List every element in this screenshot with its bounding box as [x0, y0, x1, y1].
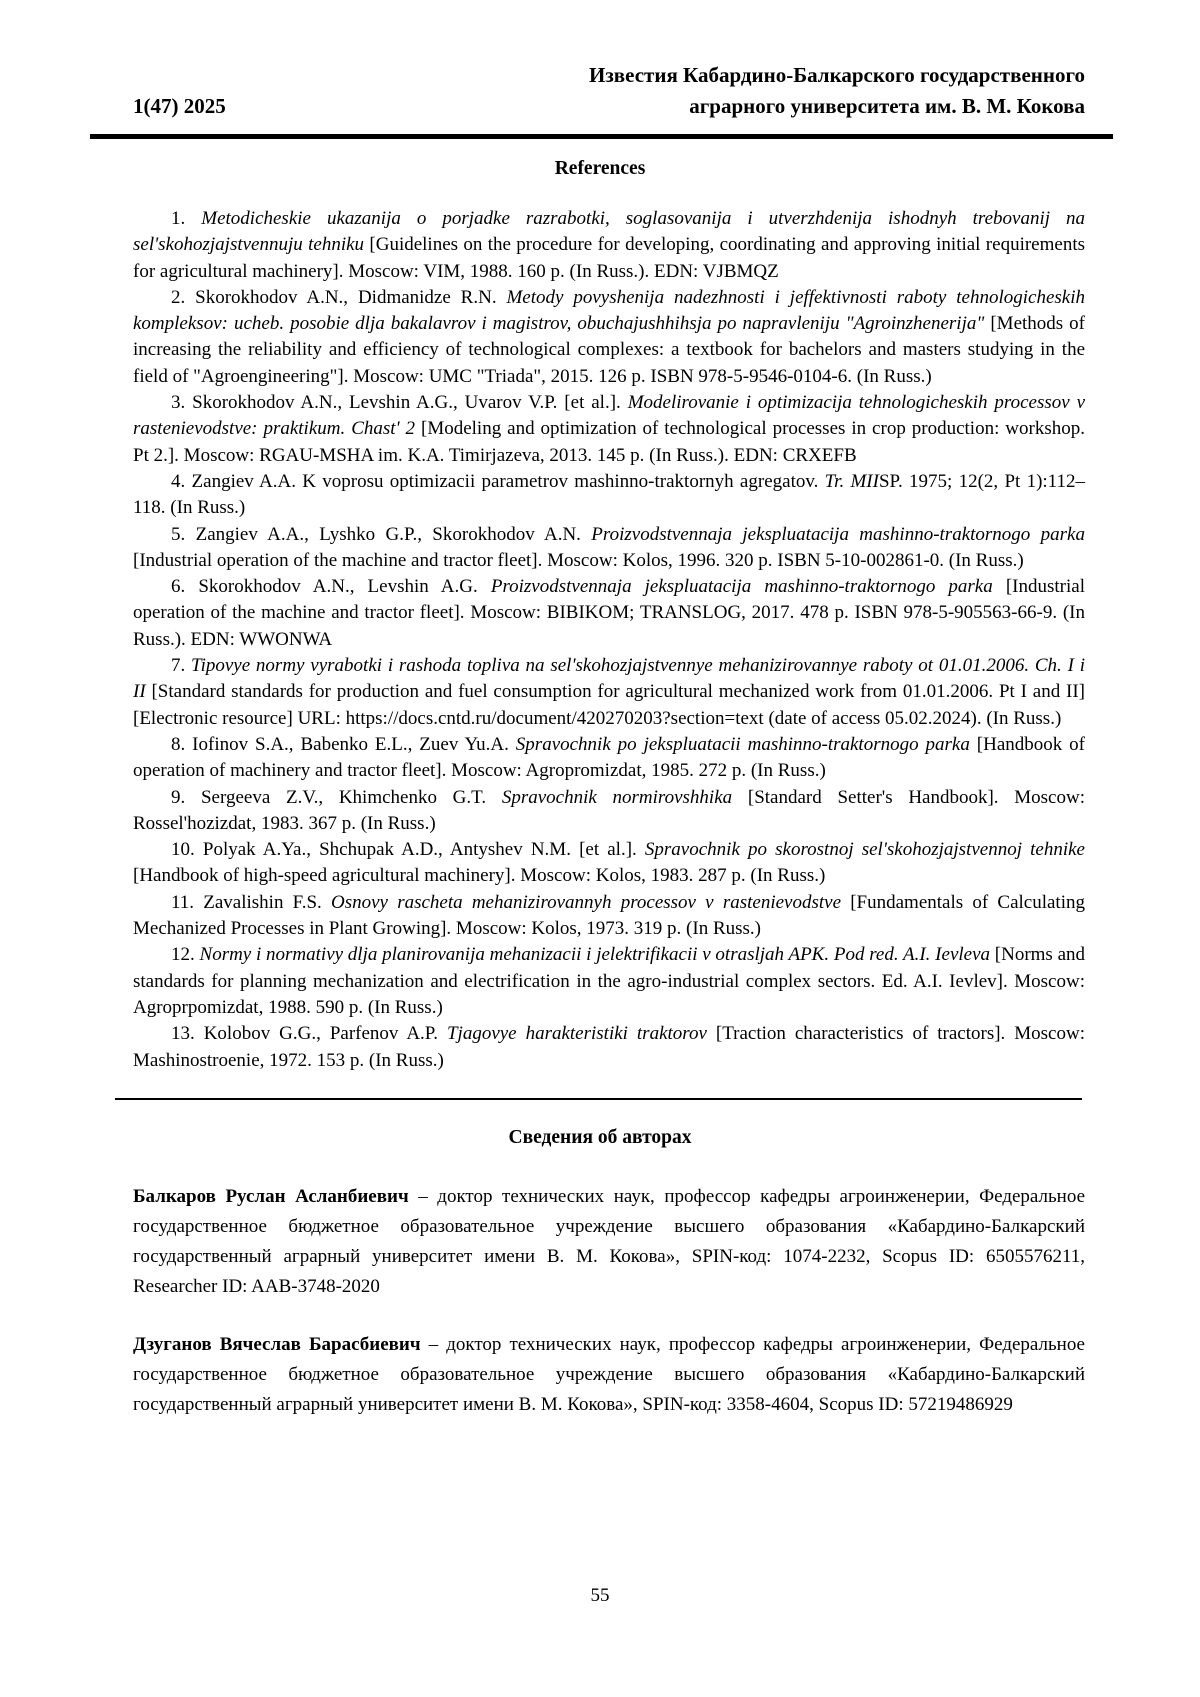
author-name: Дзуганов Вячеслав Барасбиевич	[133, 1333, 421, 1355]
reference-text: [Handbook of high-speed agricultural machinery]. Moscow: Kolos, 1983. 287 p. (In Russ.)	[133, 865, 826, 887]
reference-text: [Methods of increasing the reliability and efficiency of technological complexes: a textbook for bachelors and masters studying in the field of "Agroengineering"]. Moscow: UMC "Triada", 2015. 126 p. ISBN 978-5-9546-0104-6. (In Russ.)	[133, 313, 1086, 387]
reference-text-italic: Normy i normativy dlja planirovanija mehanizacii i jelektrifikacii v otrasljah APK. Pod red. A.I. Ievleva	[199, 944, 995, 966]
author-name: Балкаров Руслан Асланбиевич	[133, 1185, 409, 1207]
journal-title-line1: Известия Кабардино-Балкарского государственного	[589, 63, 1085, 87]
page-number: 55	[590, 1585, 610, 1606]
page-header	[133, 60, 1085, 122]
reference-item	[133, 522, 1085, 575]
reference-text-italic: Spravochnik po skorostnoj sel'skohozjajstvennoj tehnike	[644, 839, 1085, 861]
reference-text-italic: Tjagovye harakteristiki traktorov	[446, 1023, 716, 1045]
reference-text-italic: Metody povyshenija nadezhnosti i jeffektivnosti raboty tehnologicheskih kompleksov: ucheb. posobie dlja bakalavrov i magistrov, obuchajushhihsja po napravleniju "Agroinzhenerija"	[133, 286, 1085, 335]
authors-section-title: Сведения об авторах	[508, 1126, 692, 1148]
reference-item	[133, 469, 1085, 522]
journal-title-line2: аграрного университета им. В. М. Кокова	[689, 94, 1085, 118]
reference-text: 3. Skorokhodov A.N., Levshin A.G., Uvarov V.P. [et al.].	[171, 392, 628, 414]
author-entry	[133, 1330, 1085, 1420]
reference-text: 10. Polyak A.Ya., Shchupak A.D., Antyshev N.M. [et al.].	[171, 839, 645, 861]
authors-list	[133, 1182, 1085, 1420]
reference-text: SP. 1975; 12(2, Pt 1):112–118. (In Russ.)	[133, 470, 1085, 519]
reference-text: 4. Zangiev A.A. K voprosu optimizacii parametrov mashinno-traktornyh agregatov.	[171, 470, 825, 492]
reference-text-italic: Proizvodstvennaja jekspluatacija mashinno-traktornogo parka	[591, 523, 1085, 545]
reference-text: 5. Zangiev A.A., Lyshko G.P., Skorokhodov A.N.	[171, 523, 592, 545]
reference-item	[133, 574, 1085, 653]
reference-text-italic: Tr. MII	[824, 470, 879, 492]
reference-item	[133, 653, 1085, 732]
reference-item	[133, 1021, 1085, 1074]
references-list	[133, 206, 1085, 1074]
reference-text-italic: Spravochnik normirovshhika	[501, 786, 748, 808]
reference-text: 12.	[171, 944, 200, 966]
author-details: – доктор технических наук, профессор кафедры агроинженерии, Федеральное государственное бюджетное образовательное учреждение высшего образования «Кабардино-Балкарский государственный аграрный университет имени В. М. Кокова», SPIN-код: 3358-4604, Scopus ID: 57219486929	[133, 1333, 1085, 1415]
reference-text: [Norms and standards for planning mechanization and electrification in the agro-industrial complex sectors. Ed. A.I. Ievlev]. Moscow: Agroprpomizdat, 1988. 590 p. (In Russ.)	[133, 944, 1086, 1018]
reference-text: [Standard Setter's Handbook]. Moscow: Rossel'hozizdat, 1983. 367 p. (In Russ.)	[133, 786, 1085, 834]
reference-text: 9. Sergeeva Z.V., Khimchenko G.T.	[171, 786, 502, 808]
issue-number: 1(47) 2025	[133, 94, 226, 118]
reference-text-italic: Spravochnik po jekspluatacii mashinno-traktornogo parka	[515, 733, 977, 755]
reference-text: [Guidelines on the procedure for developing, coordinating and approving initial requirements for agricultural machinery]. Moscow: VIM, 1988. 160 p. (In Russ.). EDN: VJBMQZ	[133, 234, 1085, 282]
reference-text: [Modeling and optimization of technological processes in crop production: workshop. Pt 2.]. Moscow: RGAU-MSHA im. K.A. Timirjazeva, 2013. 145 p. (In Russ.). EDN: CRXEFB	[133, 418, 1085, 466]
reference-item	[133, 837, 1085, 890]
reference-item	[133, 206, 1085, 285]
reference-item	[133, 890, 1085, 943]
reference-item	[133, 390, 1085, 469]
reference-text: [Traction characteristics of tractors]. Moscow: Mashinostroenie, 1972. 153 p. (In Russ.)	[133, 1023, 1085, 1071]
reference-text: [Industrial operation of the machine and tractor fleet]. Moscow: Kolos, 1996. 320 p. ISBN 5-10-002861-0. (In Russ.)	[133, 549, 1024, 571]
references-title: References	[554, 158, 646, 179]
reference-text: 1.	[171, 208, 202, 229]
section-divider	[115, 1098, 1082, 1100]
reference-text: 11. Zavalishin F.S.	[171, 891, 331, 913]
reference-item	[133, 285, 1085, 390]
reference-item	[133, 942, 1085, 1021]
reference-item	[133, 732, 1085, 785]
reference-item	[133, 785, 1085, 838]
reference-text-italic: Tipovye normy vyrabotki i rashoda topliva na sel'skohozjajstvennye mehanizirovannye raboty ot 01.01.2006. Ch. I i II	[133, 655, 1086, 703]
reference-text-italic: Proizvodstvennaja jekspluatacija mashinno-traktornogo parka	[490, 576, 1006, 598]
reference-text: [Handbook of operation of machinery and tractor fleet]. Moscow: Agropromizdat, 1985. 272 p. (In Russ.)	[133, 733, 1085, 782]
journal-title	[589, 60, 1085, 122]
header-rule	[90, 134, 1113, 139]
reference-text: 8. Iofinov S.A., Babenko E.L., Zuev Yu.A.	[171, 733, 516, 755]
reference-text-italic: Osnovy rascheta mehanizirovannyh processov v rastenievodstve	[331, 891, 851, 913]
reference-text-italic: Modelirovanie i optimizacija tehnologicheskih processov v rastenievodstve: praktikum. Chast' 2	[133, 392, 1086, 440]
author-entry	[133, 1182, 1085, 1302]
reference-text: 13. Kolobov G.G., Parfenov A.P.	[171, 1023, 447, 1045]
reference-text: [Fundamentals of Calculating Mechanized Processes in Plant Growing]. Moscow: Kolos, 1973. 319 p. (In Russ.)	[133, 891, 1085, 940]
reference-text: 7.	[171, 655, 192, 677]
author-details: – доктор технических наук, профессор кафедры агроинженерии, Федеральное государственное бюджетное образовательное учреждение высшего образования «Кабардино-Балкарский государственный аграрный университет имени В. М. Кокова», SPIN-код: 1074-2232, Scopus ID: 6505576211, Researcher ID: AAB-3748-2020	[133, 1185, 1086, 1297]
reference-text: [Standard standards for production and fuel consumption for agricultural mechanized work from 01.01.2006. Pt I and II] [Electronic resource] URL: https://docs.cntd.ru/document/420270203?section=text (date of access 05.02.2024). (In Russ.)	[133, 681, 1085, 729]
reference-text: 6. Skorokhodov A.N., Levshin A.G.	[171, 576, 491, 598]
reference-text-italic: Metodicheskie ukazanija o porjadke razrabotki, soglasovanija i utverzhdenija ishodnyh trebovanij na sel'skohozjajstvennuju tehniku	[133, 208, 1086, 256]
reference-text: [Industrial operation of the machine and tractor fleet]. Moscow: BIBIKOM; TRANSLOG, 2017. 478 p. ISBN 978-5-905563-66-9. (In Russ.). EDN: WWONWA	[133, 576, 1085, 650]
reference-text: 2. Skorokhodov A.N., Didmanidze R.N.	[171, 286, 507, 308]
